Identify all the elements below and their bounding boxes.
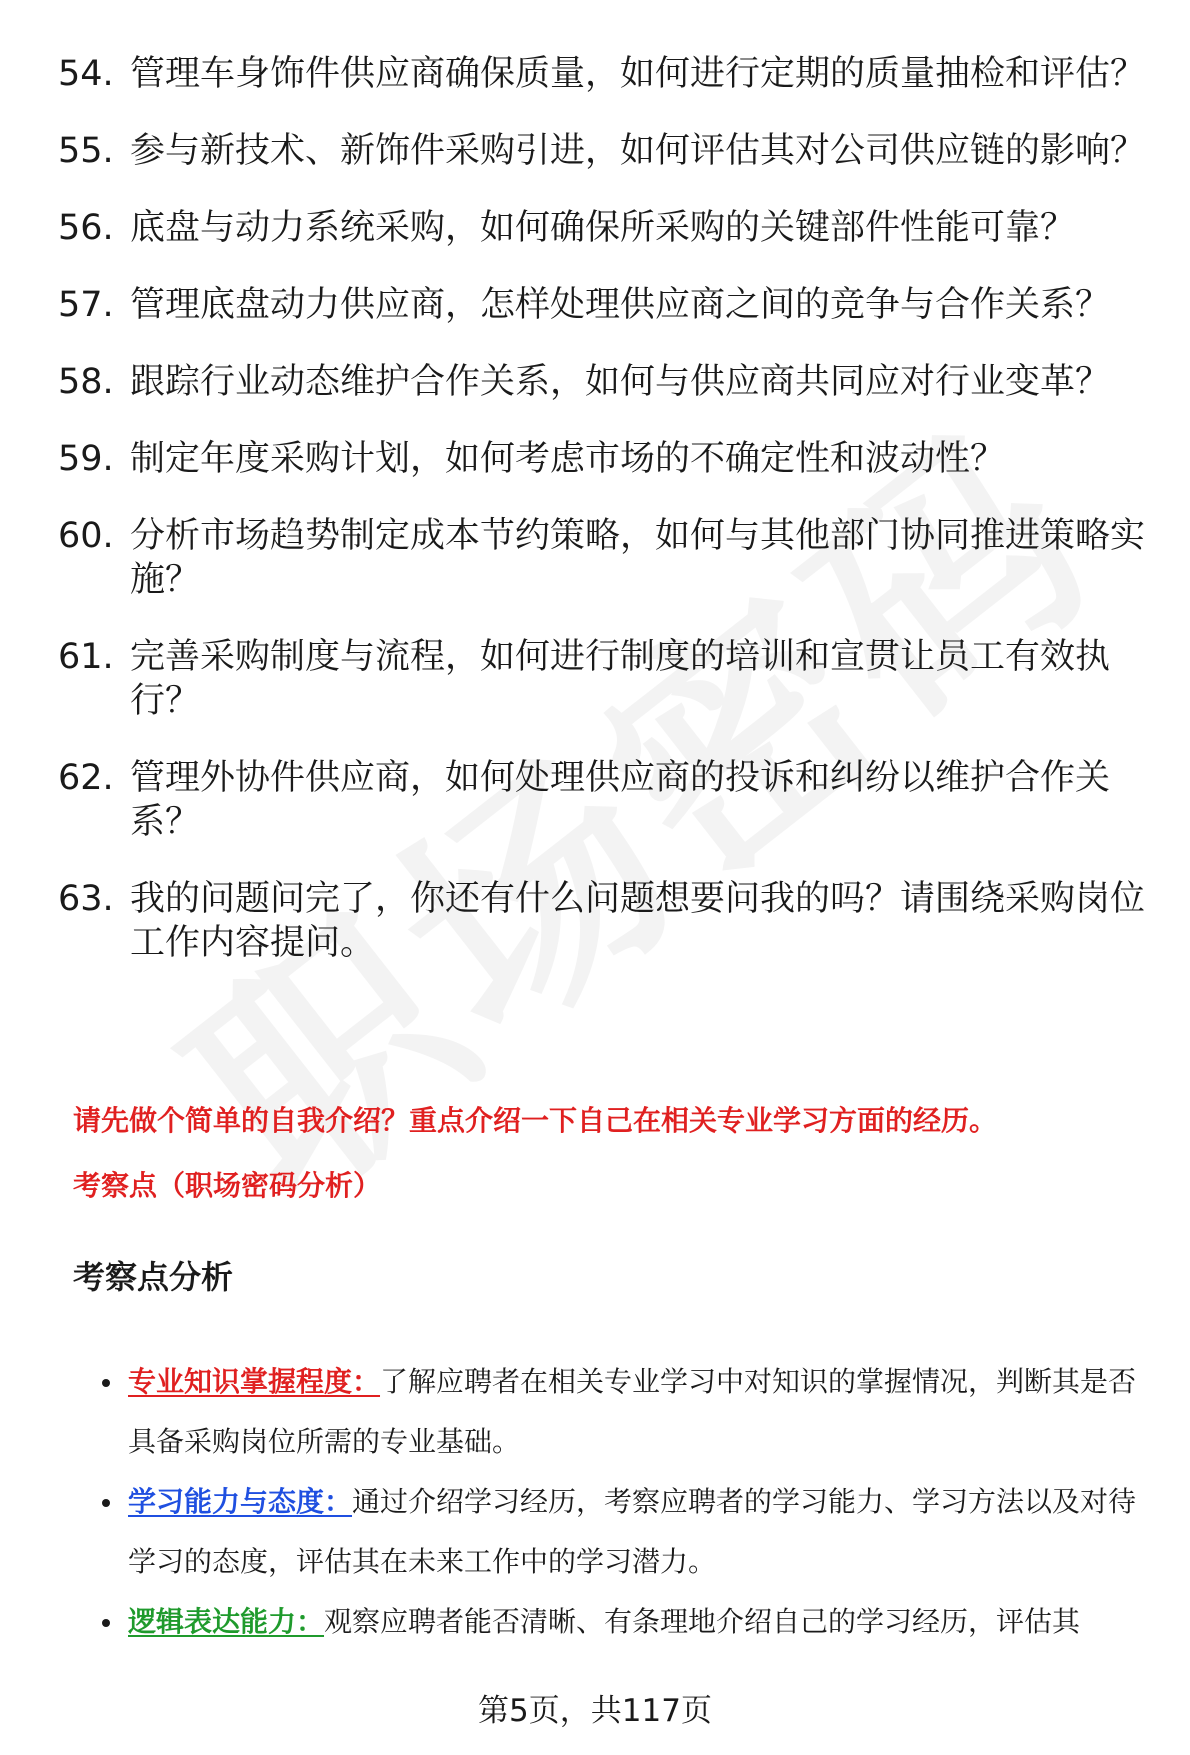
section-title: 考察点分析 bbox=[73, 1258, 234, 1296]
question-item bbox=[58, 360, 1148, 404]
question-number: 55. bbox=[58, 131, 114, 171]
bullet-text: 了解应聘者在相关专业学习中对知识的掌握情况，判断其是否具备采购岗位所需的专业基础。 bbox=[128, 1365, 1137, 1458]
analysis-bullet-list bbox=[96, 1352, 1156, 1652]
question-text: 制定年度采购计划，如何考虑市场的不确定性和波动性？ bbox=[130, 439, 1006, 479]
question-item bbox=[58, 756, 1148, 844]
question-number: 54. bbox=[58, 54, 114, 94]
question-text: 管理车身饰件供应商确保质量，如何进行定期的质量抽检和评估？ bbox=[130, 54, 1146, 94]
question-item bbox=[58, 52, 1148, 96]
question-text: 参与新技术、新饰件采购引进，如何评估其对公司供应链的影响？ bbox=[130, 131, 1146, 171]
bullet-item bbox=[96, 1592, 1156, 1652]
question-number: 60. bbox=[58, 516, 114, 556]
page-number-footer: 第5页，共117页 bbox=[478, 1693, 712, 1729]
question-item bbox=[58, 877, 1148, 965]
question-text: 我的问题问完了，你还有什么问题想要问我的吗？请围绕采购岗位工作内容提问。 bbox=[130, 879, 1146, 963]
question-item bbox=[58, 635, 1148, 723]
question-number: 57. bbox=[58, 285, 114, 325]
bullet-dot-icon bbox=[102, 1619, 110, 1627]
interview-prompt: 请先做个简单的自我介绍？重点介绍一下自己在相关专业学习方面的经历。 bbox=[73, 1104, 998, 1137]
question-number: 58. bbox=[58, 362, 114, 402]
question-item bbox=[58, 437, 1148, 481]
question-text: 分析市场趋势制定成本节约策略，如何与其他部门协同推进策略实施？ bbox=[130, 516, 1146, 600]
question-number: 59. bbox=[58, 439, 114, 479]
question-list bbox=[58, 52, 1148, 998]
bullet-text: 通过介绍学习经历，考察应聘者的学习能力、学习方法以及对待学习的态度，评估其在未来工作中的学习潜力。 bbox=[128, 1485, 1137, 1578]
bullet-label: 学习能力与态度： bbox=[128, 1485, 353, 1518]
question-number: 63. bbox=[58, 879, 114, 919]
bullet-dot-icon bbox=[102, 1379, 110, 1387]
question-number: 61. bbox=[58, 637, 114, 677]
bullet-label: 逻辑表达能力： bbox=[128, 1605, 325, 1638]
bullet-item bbox=[96, 1352, 1156, 1472]
question-item bbox=[58, 129, 1148, 173]
bullet-label: 专业知识掌握程度： bbox=[128, 1365, 381, 1398]
question-text: 管理底盘动力供应商，怎样处理供应商之间的竞争与合作关系？ bbox=[130, 285, 1111, 325]
question-text: 管理外协件供应商，如何处理供应商的投诉和纠纷以维护合作关系？ bbox=[130, 758, 1111, 842]
question-text: 跟踪行业动态维护合作关系，如何与供应商共同应对行业变革？ bbox=[130, 362, 1111, 402]
analysis-subheading: 考察点（职场密码分析） bbox=[73, 1169, 382, 1202]
question-item bbox=[58, 514, 1148, 602]
question-number: 62. bbox=[58, 758, 114, 798]
bullet-dot-icon bbox=[102, 1499, 110, 1507]
question-text: 底盘与动力系统采购，如何确保所采购的关键部件性能可靠？ bbox=[130, 208, 1076, 248]
question-number: 56. bbox=[58, 208, 114, 248]
bullet-item bbox=[96, 1472, 1156, 1592]
question-text: 完善采购制度与流程，如何进行制度的培训和宣贯让员工有效执行？ bbox=[130, 637, 1111, 721]
question-item bbox=[58, 206, 1148, 250]
question-item bbox=[58, 283, 1148, 327]
bullet-text: 观察应聘者能否清晰、有条理地介绍自己的学习经历，评估其 bbox=[324, 1605, 1081, 1638]
